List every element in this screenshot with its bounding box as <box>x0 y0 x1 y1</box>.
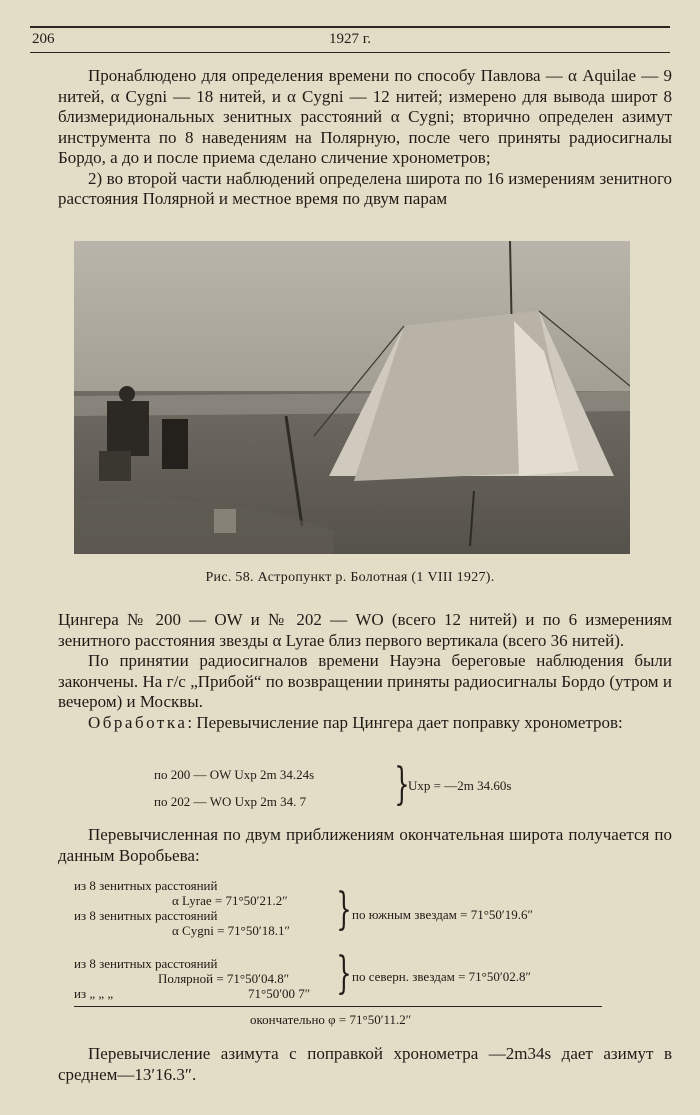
processing-text: : Перевычисление пар Цингера дает поправку хронометров: <box>187 712 623 732</box>
processing-heading: Обработка <box>88 712 188 732</box>
opening-paragraphs <box>58 66 672 210</box>
page-number: 206 <box>32 31 55 47</box>
formula-line: α Lyrae = 71°50′21.2″ <box>172 893 288 908</box>
paragraph: Перевычисление азимута с поправкой хронометра —2m34s дает азимут в среднем—13′16.3″. <box>58 1044 672 1084</box>
formula-line: из 8 зенитных расстояний <box>74 908 218 923</box>
paragraph: Цингера № 200 — OW и № 202 — WO (всего 12 нитей) и по 6 измерениям зенитного расстояния звезды α Lyrae близ первого вертикала (всего 36 нитей). <box>58 610 672 650</box>
brace: } <box>394 759 410 810</box>
brace: } <box>336 948 352 999</box>
formula-line: α Cygni = 71°50′18.1″ <box>172 923 290 938</box>
summary-rule <box>74 1006 602 1007</box>
final-latitude: окончательно φ = 71°50′11.2″ <box>250 1012 412 1027</box>
formula-line: из „ „ „ <box>74 986 114 1001</box>
formula-row: по 200 — OW Uхр 2m 34.24s <box>154 767 315 782</box>
azimuth-paragraph <box>58 1044 672 1085</box>
formula-line: Полярной = 71°50′04.8″ <box>158 971 290 986</box>
body-paragraphs <box>58 610 672 733</box>
formula-line: из 8 зенитных расстояний <box>74 956 218 971</box>
formula-result: по южным звездам = 71°50′19.6″ <box>352 907 533 922</box>
header-year: 1927 г. <box>329 31 371 47</box>
formula-result: по северн. звездам = 71°50′02.8″ <box>352 969 531 984</box>
figure-photo <box>74 241 630 554</box>
processing-paragraph <box>58 713 672 734</box>
formula-line: из 8 зенитных расстояний <box>74 878 218 893</box>
formula-row: по 202 — WO Uхр 2m 34. 7 <box>154 794 307 809</box>
formula-line: 71°50′00 7″ <box>248 986 311 1001</box>
paragraph: По принятии радиосигналов времени Науэна береговые наблюдения были закончены. На г/с „Прибой“ по возвращении приняты радиосигналы Бордо (утром и вечером) и Москвы. <box>58 651 672 711</box>
brace: } <box>336 884 352 935</box>
formula-result: Uхр = —2m 34.60s <box>408 778 512 793</box>
paragraph: 2) во второй части наблюдений определена широта по 16 измерениям зенитного расстояния Полярной и местное время по двум парам <box>58 168 672 208</box>
figure-caption: Рис. 58. Астропункт р. Болотная (1 VIII 1927). <box>205 570 495 585</box>
latitude-paragraph <box>58 825 672 866</box>
running-header <box>30 26 670 53</box>
paragraph: Перевычисленная по двум приближениям окончательная широта получается по данным Воробьева: <box>58 825 672 865</box>
tent-photo-illustration <box>74 241 630 554</box>
paragraph: Пронаблюдено для определения времени по способу Павлова — α Aquilae — 9 нитей, α Cygni — 18 нитей, и α Cygni — 12 нитей; измерено для вывода широт 8 близмеридиональных зенитных расстояний α Cygni; вторично определен азимут инструмента по 8 наведениям на Полярную, после чего приняты радиосигналы Бордо, а до и после приема сделано сличение хронометров; <box>58 66 672 167</box>
